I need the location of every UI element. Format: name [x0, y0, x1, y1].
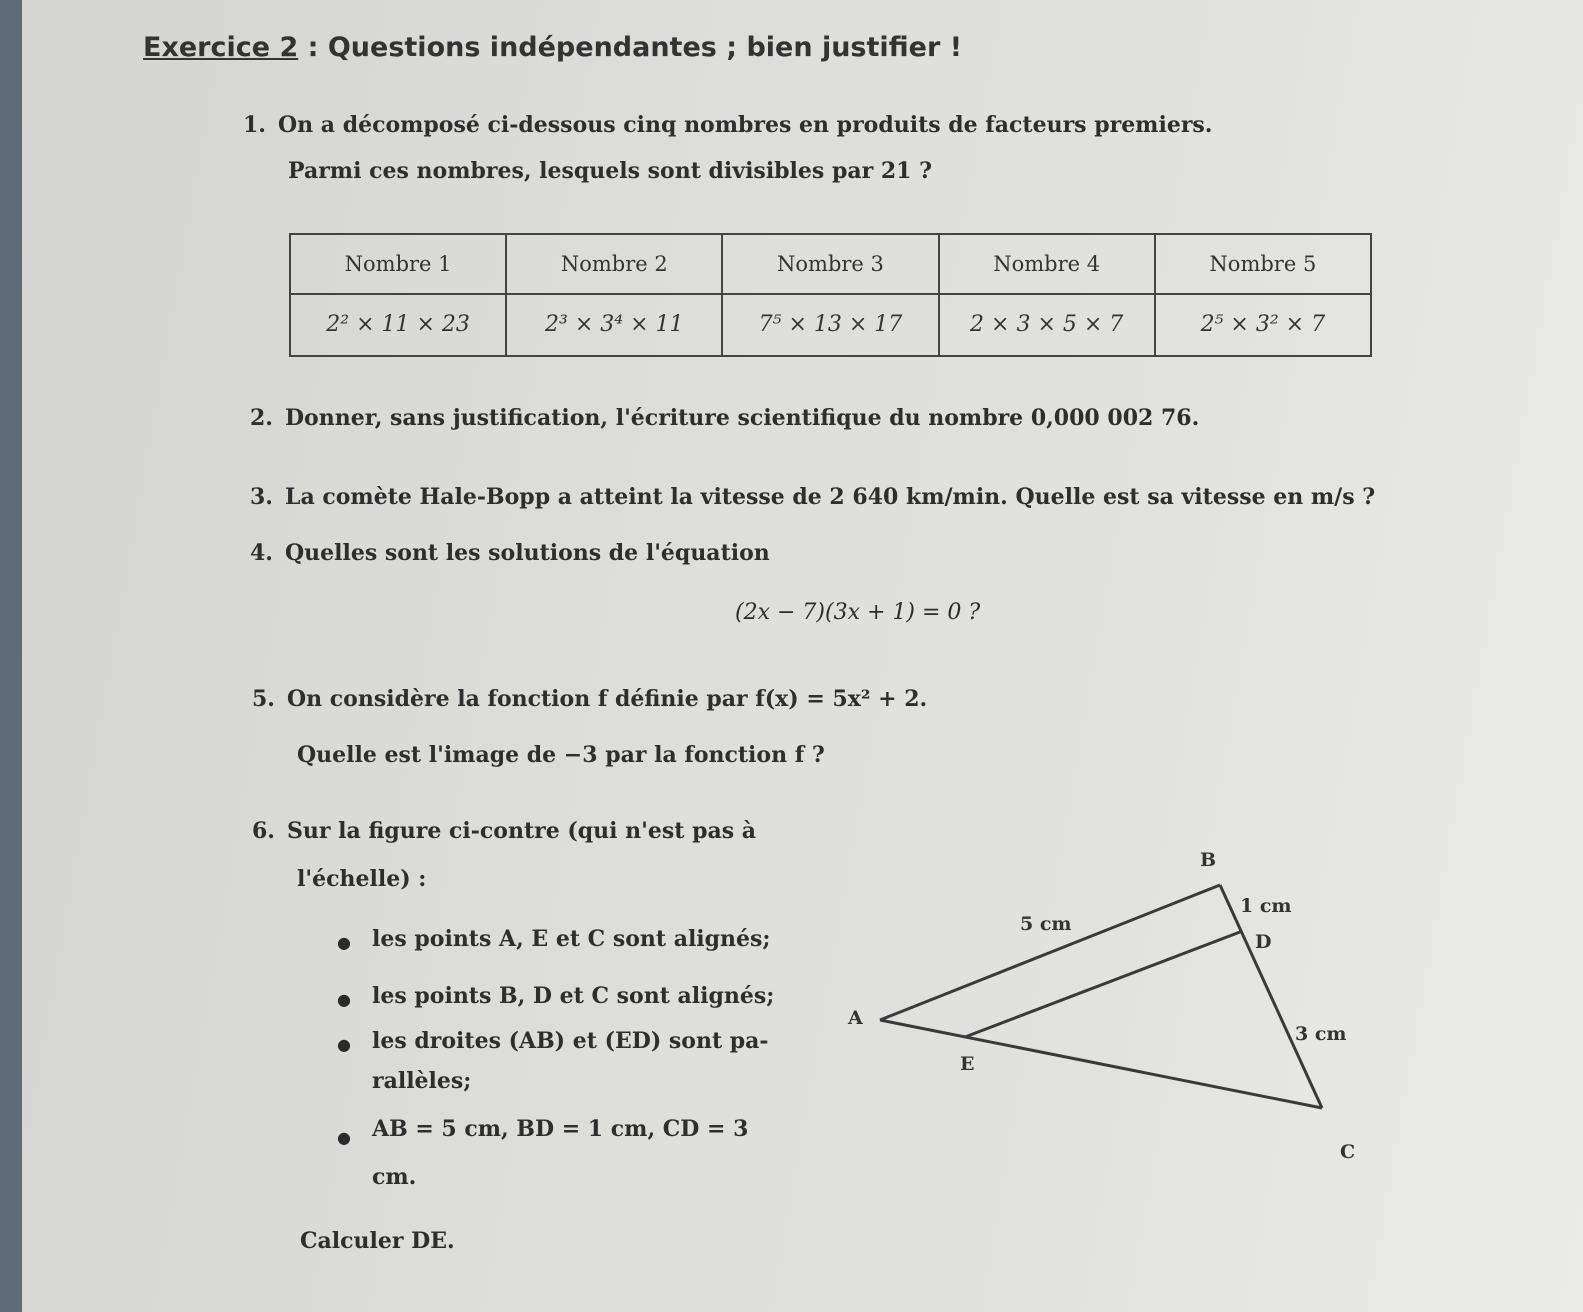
q6-bullet-1: les points A, E et C sont alignés; [372, 926, 771, 952]
q4 [250, 540, 770, 566]
q2-text: Donner, sans justification, l'écriture scientifique du nombre 0,000 002 76. [284, 405, 1200, 431]
q5-number: 5. [252, 686, 275, 712]
table-header-cell: Nombre 1 [290, 234, 506, 294]
point-label-d: D [1255, 931, 1272, 953]
bullet-icon: ● [337, 1035, 351, 1054]
table-header-row [290, 234, 1371, 294]
exercise-number: Exercice 2 [143, 32, 299, 63]
point-label-b: B [1200, 849, 1217, 871]
table-value-row [290, 294, 1371, 356]
q6-bullet-3: les droites (AB) et (ED) sont pa- [372, 1028, 769, 1054]
prime-factor-table [289, 233, 1372, 357]
table-header-cell: Nombre 5 [1155, 234, 1371, 294]
bullet-icon: ● [337, 1128, 351, 1147]
q1-number: 1. [243, 112, 266, 138]
q3 [250, 484, 1375, 510]
q6-bullet-3-cont: rallèles; [372, 1068, 472, 1094]
q4-number: 4. [250, 540, 273, 566]
segment-ac [880, 1020, 1322, 1108]
q6-ask: Calculer DE. [300, 1228, 455, 1254]
q2 [250, 405, 1199, 431]
table-value-cell: 2³ × 3⁴ × 11 [506, 294, 722, 356]
q1-line2: Parmi ces nombres, lesquels sont divisibles par 21 ? [288, 158, 933, 184]
table-header-cell: Nombre 3 [722, 234, 938, 294]
table-value-cell: 7⁵ × 13 × 17 [722, 294, 938, 356]
q6-line1 [252, 818, 756, 844]
q3-text: La comète Hale-Bopp a atteint la vitesse de 2 640 km/min. Quelle est sa vitesse en m/s ? [284, 484, 1376, 510]
segment-bc [1220, 885, 1322, 1108]
length-label-bd: 1 cm [1240, 895, 1292, 917]
triangle-figure [820, 840, 1380, 1180]
q6-bullet-4: AB = 5 cm, BD = 1 cm, CD = 3 [372, 1116, 749, 1142]
length-label-ab: 5 cm [1020, 913, 1072, 935]
q6-bullet-2: les points B, D et C sont alignés; [372, 983, 775, 1009]
point-label-a: A [848, 1007, 863, 1029]
point-label-e: E [960, 1053, 975, 1075]
table-value-cell: 2² × 11 × 23 [290, 294, 506, 356]
table-header-cell: Nombre 4 [939, 234, 1155, 294]
segment-ab [880, 885, 1220, 1020]
q2-number: 2. [250, 405, 273, 431]
table-value-cell: 2⁵ × 3² × 7 [1155, 294, 1371, 356]
q6-bullet-4-cont: cm. [372, 1164, 417, 1190]
q5 [252, 686, 927, 712]
q5-text: On considère la fonction f définie par f(x) = 5x² + 2. [286, 686, 928, 712]
q4-equation: (2x − 7)(3x + 1) = 0 ? [735, 600, 981, 625]
bullet-icon: ● [337, 933, 351, 952]
q4-text: Quelles sont les solutions de l'équation [284, 540, 770, 566]
table-value-cell: 2 × 3 × 5 × 7 [939, 294, 1155, 356]
point-label-c: C [1340, 1141, 1356, 1163]
q3-number: 3. [250, 484, 273, 510]
q6-text: Sur la figure ci-contre (qui n'est pas à [286, 818, 757, 844]
exercise-title [143, 32, 962, 63]
bullet-icon: ● [337, 990, 351, 1009]
segment-ed [965, 932, 1240, 1037]
q1-text: On a décomposé ci-dessous cinq nombres en produits de facteurs premiers. [277, 112, 1213, 138]
exercise-subtitle: : Questions indépendantes ; bien justifier ! [298, 32, 963, 63]
q1-line1 [243, 112, 1212, 138]
length-label-cd: 3 cm [1295, 1023, 1347, 1045]
table-header-cell: Nombre 2 [506, 234, 722, 294]
q6-line2: l'échelle) : [297, 866, 427, 892]
q6-number: 6. [252, 818, 275, 844]
q5-line2: Quelle est l'image de −3 par la fonction f ? [297, 742, 825, 768]
